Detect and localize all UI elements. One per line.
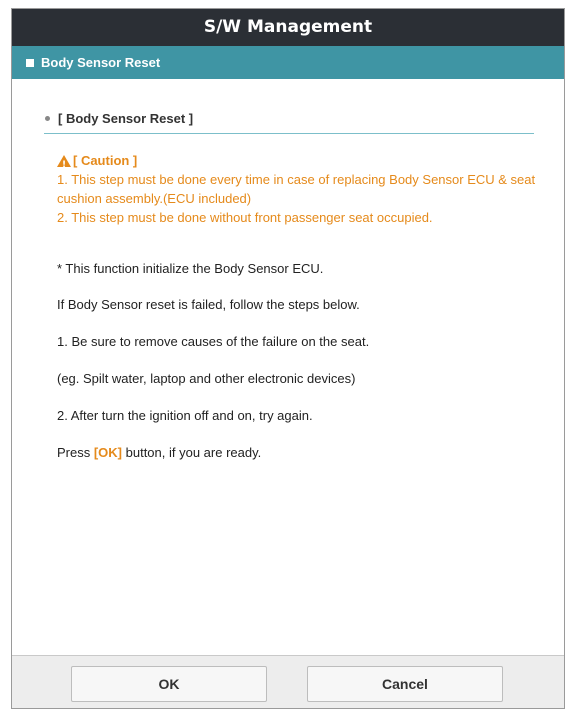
sub-heading (45, 111, 193, 126)
step-2-line: 2. After turn the ignition off and on, try again. (57, 408, 313, 423)
press-ok-highlight: [OK] (93, 445, 123, 460)
caution-title (57, 151, 547, 170)
step-1-line: 1. Be sure to remove causes of the failure on the seat. (57, 334, 370, 349)
press-ok-line (57, 444, 547, 461)
ok-button[interactable]: OK (71, 666, 267, 702)
caution-line-2: 2. This step must be done without front passenger seat occupied. (57, 210, 433, 225)
press-suffix: button, if you are ready. (122, 445, 262, 460)
note-line: * This function initialize the Body Sensor ECU. (57, 261, 324, 276)
caution-title-text: [ Caution ] (73, 153, 138, 168)
section-header (12, 46, 564, 79)
window-title: S/W Management (12, 9, 564, 46)
caution-block (57, 151, 547, 227)
square-icon (26, 59, 34, 67)
sw-management-dialog (11, 8, 565, 709)
section-title: Body Sensor Reset (41, 55, 161, 70)
sub-heading-text: [ Body Sensor Reset ] (58, 111, 194, 126)
bullet-icon (45, 116, 50, 121)
press-prefix: Press (57, 445, 94, 460)
button-bar (12, 655, 564, 709)
intro-line: If Body Sensor reset is failed, follow the steps below. (57, 297, 360, 312)
content-area (12, 79, 564, 655)
cancel-button[interactable]: Cancel (307, 666, 503, 702)
example-line: (eg. Spilt water, laptop and other electronic devices) (57, 371, 356, 386)
warning-triangle-icon (57, 155, 71, 167)
caution-line-1: 1. This step must be done every time in case of replacing Body Sensor ECU & seat cushion assembly.(ECU included) (57, 172, 536, 206)
heading-divider (44, 133, 534, 134)
